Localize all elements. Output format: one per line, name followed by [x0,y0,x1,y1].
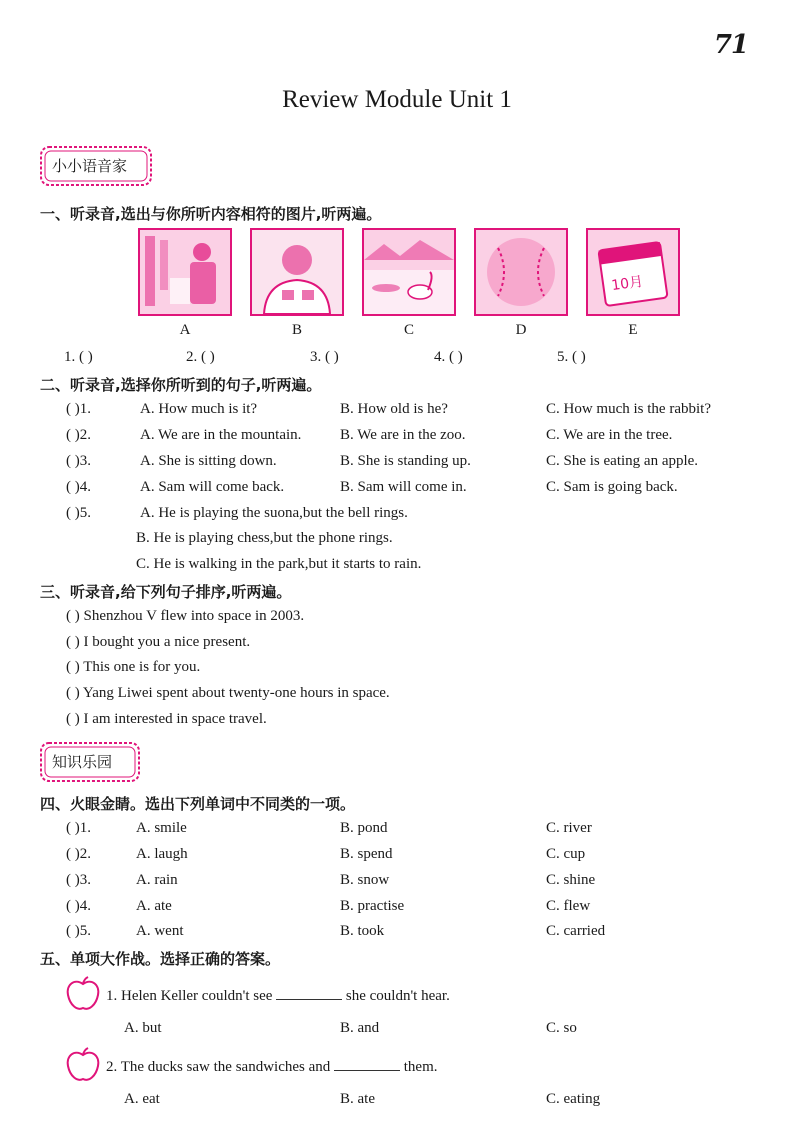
s3-sentence[interactable]: ( ) This one is for you. [66,659,201,675]
page-title: Review Module Unit 1 [282,86,512,113]
s2-option-b: B. Sam will come in. [340,479,467,495]
s4-option-c: C. shine [546,872,596,888]
s4-option-a: A. ate [136,898,172,914]
s2-item-num[interactable]: ( )3. [66,453,91,469]
calendar-label: 10月 [610,273,645,295]
s2-option-b: B. How old is he? [340,401,448,417]
s2-option-a: A. We are in the mountain. [140,427,302,443]
s4-option-c: C. carried [546,923,606,939]
s4-option-b: B. practise [340,898,405,914]
s4-option-b: B. pond [340,820,388,836]
banner-listening-label: 小小语音家 [52,157,128,175]
s4-option-a: A. laugh [136,846,188,862]
answer-blank-1[interactable]: 1. ( ) [64,349,93,365]
s4-item-num[interactable]: ( )3. [66,872,91,888]
picture-b [250,228,344,316]
s5-q1-text-before: 1. Helen Keller couldn't see [106,988,273,1004]
picture-d [474,228,568,316]
section2-heading: 二、听录音,选择你所听到的句子,听两遍。 [40,376,322,394]
answer-blank-5[interactable]: 5. ( ) [557,349,586,365]
picture-label-a: A [179,322,191,338]
s2-option-a: A. How much is it? [140,401,258,417]
s3-sentence[interactable]: ( ) I bought you a nice present. [66,634,251,650]
s4-item-num[interactable]: ( )1. [66,820,91,836]
apple-icon[interactable] [64,1046,102,1084]
s2-item-num[interactable]: ( )1. [66,401,91,417]
s2-option-a: A. Sam will come back. [140,479,285,495]
s4-item-num[interactable]: ( )5. [66,923,91,939]
s2-option-a: A. She is sitting down. [140,453,277,469]
answer-blank-4[interactable]: 4. ( ) [434,349,463,365]
picture-c [362,228,456,316]
s4-item-num[interactable]: ( )2. [66,846,91,862]
apple-icon[interactable] [64,975,102,1013]
s5-q1-option-c[interactable]: C. so [546,1020,577,1036]
s5-q2-option-c[interactable]: C. eating [546,1091,601,1107]
s2-item-num[interactable]: ( )5. [66,505,91,521]
s4-option-a: A. rain [136,872,178,888]
s3-sentence[interactable]: ( ) Yang Liwei spent about twenty-one hours in space. [66,685,390,701]
section1-heading: 一、听录音,选出与你所听内容相符的图片,听两遍。 [40,205,382,223]
s2-item-num[interactable]: ( )2. [66,427,91,443]
s3-sentence[interactable]: ( ) I am interested in space travel. [66,711,267,727]
s4-option-c: C. river [546,820,592,836]
picture-e [586,228,680,316]
s4-option-b: B. snow [340,872,390,888]
s2-option-b: B. She is standing up. [340,453,471,469]
s4-option-a: A. smile [136,820,187,836]
banner-knowledge [38,740,140,782]
s5-q1-option-b[interactable]: B. and [340,1020,380,1036]
picture-label-c: C [403,322,414,338]
s4-option-c: C. flew [546,898,591,914]
s2-option-c: C. We are in the tree. [546,427,673,443]
s5-question-1 [106,985,450,1005]
picture-label-b: B [291,322,302,338]
s5-q2-text-before: 2. The ducks saw the sandwiches and [106,1059,331,1075]
picture-label-e: E [628,322,638,338]
answer-blank-2[interactable]: 2. ( ) [186,349,215,365]
s4-option-b: B. spend [340,846,393,862]
s2-option-b: B. We are in the zoo. [340,427,466,443]
picture-label-d: D [515,322,527,338]
picture-a [138,228,232,316]
s2-item-num[interactable]: ( )4. [66,479,91,495]
s5-q1-text-after: she couldn't hear. [345,988,450,1004]
s2-option-c: C. She is eating an apple. [546,453,699,469]
s2-option-b: B. He is playing chess,but the phone rings. [136,530,393,546]
s4-option-b: B. took [340,923,385,939]
section5-heading: 五、单项大作战。选择正确的答案。 [40,950,281,968]
s4-option-c: C. cup [546,846,586,862]
s2-option-c: C. He is walking in the park,but it starts to rain. [136,556,422,572]
s4-option-a: A. went [136,923,184,939]
s4-item-num[interactable]: ( )4. [66,898,91,914]
s5-q1-blank[interactable] [276,985,342,1000]
s5-q2-blank[interactable] [334,1056,400,1071]
answer-blank-3[interactable]: 3. ( ) [310,349,339,365]
page-number: 71 [713,30,748,60]
s5-question-2 [106,1056,438,1076]
s2-option-a: A. He is playing the suona,but the bell rings. [140,505,408,521]
banner-knowledge-label: 知识乐园 [52,753,113,771]
s5-q2-text-after: them. [403,1059,438,1075]
s2-option-c: C. Sam is going back. [546,479,678,495]
s5-q1-option-a[interactable]: A. but [124,1020,162,1036]
s3-sentence[interactable]: ( ) Shenzhou V flew into space in 2003. [66,608,305,624]
s5-q2-option-b[interactable]: B. ate [340,1091,375,1107]
section4-heading: 四、火眼金睛。选出下列单词中不同类的一项。 [40,795,356,813]
s2-option-c: C. How much is the rabbit? [546,401,711,417]
s5-q2-option-a[interactable]: A. eat [124,1091,160,1107]
banner-listening [38,144,152,186]
section3-heading: 三、听录音,给下列句子排序,听两遍。 [40,583,292,601]
